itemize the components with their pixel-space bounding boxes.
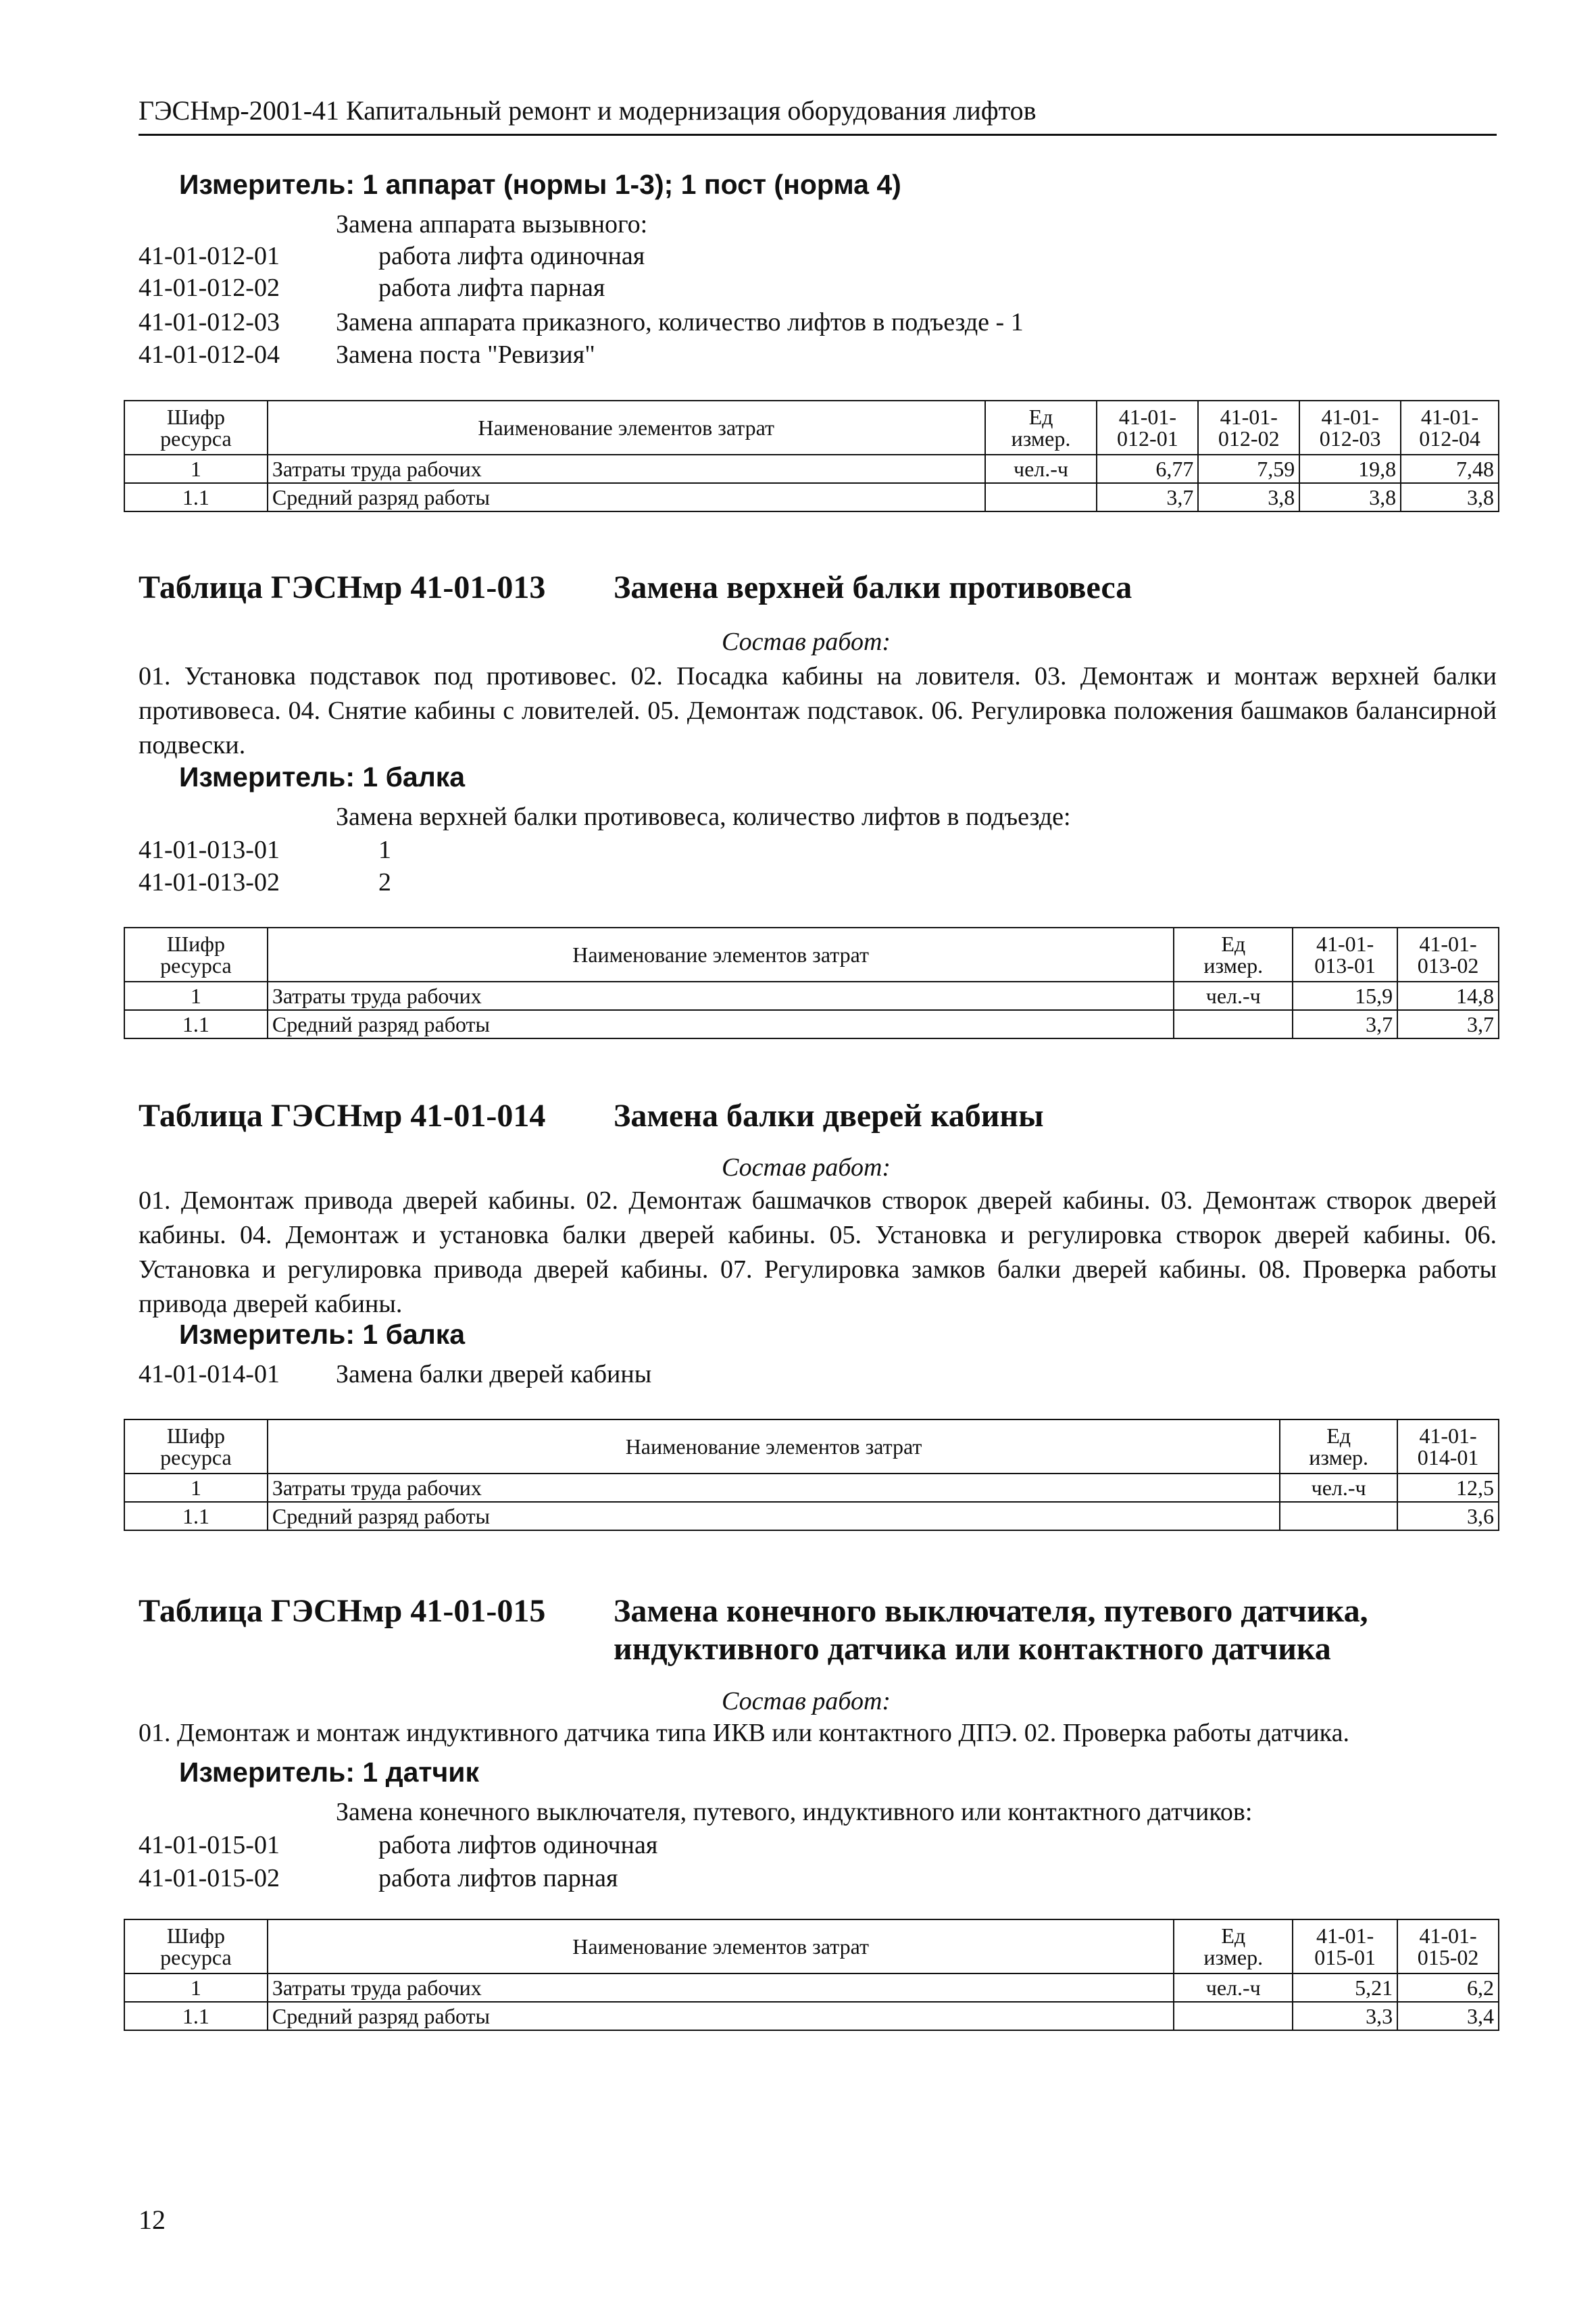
measure-015: Измеритель: 1 датчик <box>179 1757 480 1788</box>
cell-value: 3,4 <box>1397 2002 1499 2030</box>
col-header-norm: 41-01- 012-02 <box>1198 401 1299 455</box>
norm-desc: работа лифта одиночная <box>378 242 645 270</box>
measure-012: Измеритель: 1 аппарат (нормы 1-3); 1 пост (норма 4) <box>179 169 901 200</box>
cell-name: Средний разряд работы <box>268 1010 1174 1038</box>
cell-value: 12,5 <box>1397 1474 1499 1502</box>
sostav-label: Состав работ: <box>722 628 891 656</box>
table-row <box>124 1502 1499 1530</box>
cell-value: 3,7 <box>1293 1010 1397 1038</box>
cell-value: 3,8 <box>1198 483 1299 511</box>
table-row <box>124 982 1499 1010</box>
page-header: ГЭСНмр-2001-41 Капитальный ремонт и модернизация оборудования лифтов <box>139 95 1037 126</box>
cell-value: 5,21 <box>1293 1973 1397 2002</box>
cell-unit: чел.-ч <box>1174 982 1293 1010</box>
works-text: 01. Демонтаж привода дверей кабины. 02. Демонтаж башмачков створок дверей кабины. 03. Демонтаж створок дверей кабины. 04. Демонтаж и установка балки дверей кабины. 05. Установка и регулировка створок дверей кабины. 06. Установка и регулировка привода дверей кабины. 07. Регулировка замков балки дверей кабины. 08. Проверка работы привода дверей кабины. <box>139 1186 1497 1318</box>
intro-013: Замена верхней балки противовеса, количество лифтов в подъезде: <box>336 803 1071 831</box>
norm-desc: работа лифтов парная <box>378 1864 618 1892</box>
page-number: 12 <box>139 2205 166 2235</box>
cell-code: 1.1 <box>124 1010 268 1038</box>
sostav-label: Состав работ: <box>722 1687 891 1715</box>
table-title-code: Таблица ГЭСНмр 41-01-013 <box>139 570 546 605</box>
col-header-unit: Ед измер. <box>985 401 1097 455</box>
cell-code: 1 <box>124 982 268 1010</box>
col-header-name: Наименование элементов затрат <box>268 1419 1280 1474</box>
norm-table-015 <box>124 1919 1499 2031</box>
col-header-code: Шифр ресурса <box>124 1419 268 1474</box>
table-title-name: Замена балки дверей кабины <box>614 1098 1044 1134</box>
cell-name: Средний разряд работы <box>268 483 985 511</box>
table-title-name-cont: индуктивного датчика или контактного датчика <box>614 1631 1331 1667</box>
intro-012: Замена аппарата вызывного: <box>336 210 648 238</box>
norm-code: 41-01-015-01 <box>139 1831 280 1859</box>
table-title-code: Таблица ГЭСНмр 41-01-014 <box>139 1098 546 1134</box>
norm-desc: 2 <box>378 868 391 897</box>
col-header-name: Наименование элементов затрат <box>268 401 985 455</box>
norm-table-014 <box>124 1419 1499 1531</box>
table-row <box>124 1474 1499 1502</box>
cell-unit <box>1280 1502 1397 1530</box>
col-header-code: Шифр ресурса <box>124 928 268 982</box>
works-text: 01. Установка подставок под противовес. 02. Посадка кабины на ловителя. 03. Демонтаж и монтаж верхней балки противовеса. 04. Снятие кабины с ловителей. 05. Демонтаж подставок. 06. Регулировка положения башмаков балансирной подвески. <box>139 662 1497 759</box>
col-header-norm: 41-01- 013-02 <box>1397 928 1499 982</box>
col-header-unit: Ед измер. <box>1174 1919 1293 1973</box>
cell-name: Затраты труда рабочих <box>268 455 985 483</box>
cell-code: 1 <box>124 455 268 483</box>
cell-code: 1.1 <box>124 1502 268 1530</box>
works-text: 01. Демонтаж и монтаж индуктивного датчика типа ИКВ или контактного ДПЭ. 02. Проверка работы датчика. <box>139 1719 1349 1747</box>
cell-code: 1.1 <box>124 2002 268 2030</box>
norm-desc: 1 <box>378 836 391 864</box>
cell-code: 1 <box>124 1474 268 1502</box>
col-header-norm: 41-01- 015-01 <box>1293 1919 1397 1973</box>
cell-unit: чел.-ч <box>985 455 1097 483</box>
col-header-name: Наименование элементов затрат <box>268 1919 1174 1973</box>
norm-desc: Замена аппарата приказного, количество лифтов в подъезде - 1 <box>336 308 1024 336</box>
header-rule <box>139 134 1497 136</box>
table-row <box>124 455 1499 483</box>
col-header-norm: 41-01- 012-03 <box>1299 401 1401 455</box>
cell-code: 1.1 <box>124 483 268 511</box>
cell-value: 6,77 <box>1097 455 1198 483</box>
col-header-norm: 41-01- 012-01 <box>1097 401 1198 455</box>
norm-code: 41-01-012-01 <box>139 242 280 270</box>
norm-table-012 <box>124 400 1499 512</box>
col-header-code: Шифр ресурса <box>124 1919 268 1973</box>
table-row <box>124 1010 1499 1038</box>
sostav-label: Состав работ: <box>722 1153 891 1182</box>
col-header-name: Наименование элементов затрат <box>268 928 1174 982</box>
norm-code: 41-01-012-04 <box>139 341 280 369</box>
norm-desc: работа лифтов одиночная <box>378 1831 658 1859</box>
cell-value: 6,2 <box>1397 1973 1499 2002</box>
cell-name: Средний разряд работы <box>268 2002 1174 2030</box>
cell-unit <box>1174 2002 1293 2030</box>
norm-code: 41-01-012-03 <box>139 308 280 336</box>
norm-code: 41-01-014-01 <box>139 1360 280 1388</box>
table-title-code: Таблица ГЭСНмр 41-01-015 <box>139 1593 546 1629</box>
cell-value: 3,8 <box>1401 483 1499 511</box>
table-row <box>124 2002 1499 2030</box>
norm-desc: работа лифта парная <box>378 274 605 302</box>
col-header-norm: 41-01- 012-04 <box>1401 401 1499 455</box>
cell-value: 3,3 <box>1293 2002 1397 2030</box>
cell-code: 1 <box>124 1973 268 2002</box>
cell-value: 19,8 <box>1299 455 1401 483</box>
cell-value: 3,7 <box>1397 1010 1499 1038</box>
table-row <box>124 1973 1499 2002</box>
cell-value: 7,59 <box>1198 455 1299 483</box>
col-header-unit: Ед измер. <box>1280 1419 1397 1474</box>
col-header-code: Шифр ресурса <box>124 401 268 455</box>
norm-desc: Замена поста "Ревизия" <box>336 341 595 369</box>
norm-code: 41-01-012-02 <box>139 274 280 302</box>
norm-code: 41-01-015-02 <box>139 1864 280 1892</box>
table-title-name: Замена конечного выключателя, путевого датчика, <box>614 1593 1368 1629</box>
cell-name: Затраты труда рабочих <box>268 1973 1174 2002</box>
cell-value: 15,9 <box>1293 982 1397 1010</box>
col-header-norm: 41-01- 015-02 <box>1397 1919 1499 1973</box>
col-header-norm: 41-01- 013-01 <box>1293 928 1397 982</box>
cell-value: 3,6 <box>1397 1502 1499 1530</box>
cell-name: Затраты труда рабочих <box>268 982 1174 1010</box>
norm-code: 41-01-013-02 <box>139 868 280 897</box>
norm-code: 41-01-013-01 <box>139 836 280 864</box>
cell-unit: чел.-ч <box>1280 1474 1397 1502</box>
cell-value: 3,8 <box>1299 483 1401 511</box>
norm-desc: Замена балки дверей кабины <box>336 1360 652 1388</box>
col-header-norm: 41-01- 014-01 <box>1397 1419 1499 1474</box>
cell-unit: чел.-ч <box>1174 1973 1293 2002</box>
table-title-name: Замена верхней балки противовеса <box>614 570 1132 605</box>
cell-name: Средний разряд работы <box>268 1502 1280 1530</box>
cell-value: 14,8 <box>1397 982 1499 1010</box>
measure-014: Измеритель: 1 балка <box>179 1319 466 1350</box>
measure-013: Измеритель: 1 балка <box>179 761 466 793</box>
cell-name: Затраты труда рабочих <box>268 1474 1280 1502</box>
cell-unit <box>1174 1010 1293 1038</box>
table-row <box>124 483 1499 511</box>
cell-value: 3,7 <box>1097 483 1198 511</box>
norm-table-013 <box>124 927 1499 1039</box>
intro-015: Замена конечного выключателя, путевого, индуктивного или контактного датчиков: <box>336 1798 1253 1826</box>
col-header-unit: Ед измер. <box>1174 928 1293 982</box>
cell-unit <box>985 483 1097 511</box>
cell-value: 7,48 <box>1401 455 1499 483</box>
